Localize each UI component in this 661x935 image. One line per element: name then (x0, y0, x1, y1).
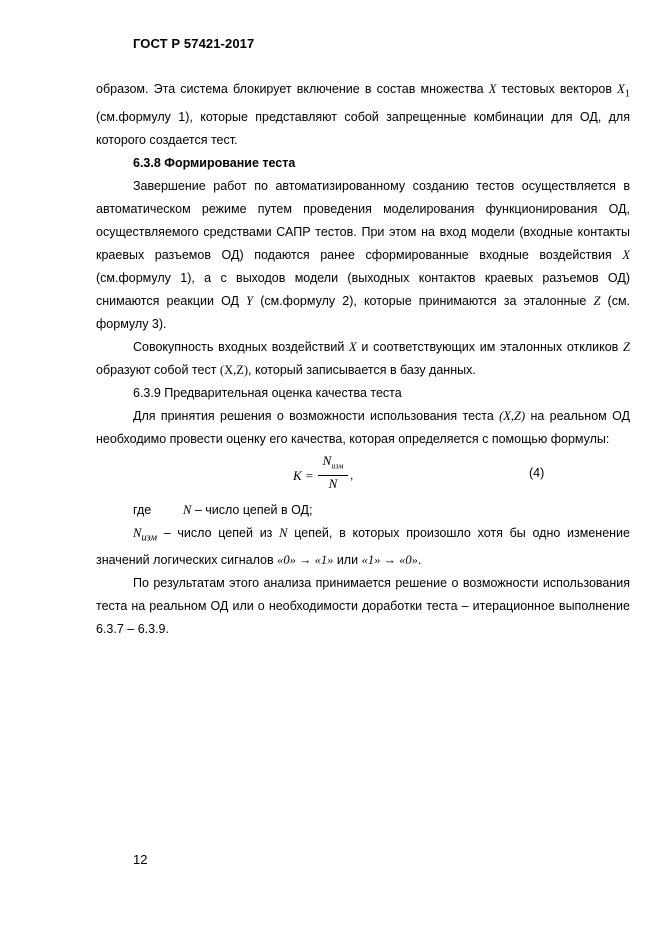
numerator-sub: изм (331, 461, 344, 471)
text: (см.формулу 2), которые принимаются за эталонные (253, 293, 594, 308)
text: Завершение работ по автоматизированному созданию тестов осуществляется в автоматическом режиме путем проведения моделирования функционирования ОД, осуществляемого средствами САПР тестов. При этом на вход модели (входные контакты краевых разъемов ОД) подаются ранее сформированные входные воздействия (96, 178, 630, 262)
var-nizm-sub: изм (141, 532, 157, 543)
text: , который записывается в базу данных. (248, 362, 476, 377)
page-number: 12 (133, 852, 148, 867)
section-heading-6-3-8: 6.3.8 Формирование теста (133, 155, 296, 170)
text: – число цепей в ОД; (191, 502, 313, 517)
var-n: N (183, 502, 192, 517)
var-z: Z (593, 293, 601, 308)
formula-4 (96, 453, 630, 499)
var-z: Z (623, 339, 630, 354)
formula-numerator (318, 453, 348, 477)
text: цепей, в которых произошло хотя бы одно изменение значений логических сигналов (96, 525, 630, 567)
text: и соответствующих им эталонных откликов (356, 339, 624, 354)
text: (см.формулу 1), которые представляют собой запрещенные комбинации для ОД, для которого создается тест. (96, 109, 630, 147)
where-label: где (133, 502, 152, 517)
var-nizm (133, 525, 157, 543)
document-header: ГОСТ Р 57421-2017 (133, 36, 255, 51)
formula-lhs: K = (293, 467, 314, 483)
var-x: X (622, 247, 630, 262)
where-line-nizm (96, 522, 630, 573)
var-nizm-base: N (133, 525, 142, 540)
var-x1-base: X (617, 82, 625, 96)
transition-1-0: «1» → «0» (361, 553, 418, 567)
text: . (417, 553, 422, 567)
formula-number: (4) (529, 465, 545, 480)
var-x1 (617, 82, 630, 100)
formula-comma: , (350, 467, 354, 482)
text: Для принятия решения о возможности использования теста (133, 408, 500, 423)
paragraph-quality-estimate (96, 405, 630, 451)
text: или (333, 553, 362, 567)
where-line-n (96, 499, 630, 522)
numerator-base: N (322, 452, 332, 468)
var-n: N (279, 525, 288, 540)
section-heading-6-3-9: 6.3.9 Предварительная оценка качества теста (133, 385, 402, 400)
text: (см. формулу 3). (96, 293, 631, 331)
test-pair: (X,Z) (219, 362, 249, 377)
formula-denominator: N (328, 476, 338, 492)
formula-fraction (318, 453, 348, 493)
transition-0-1: «0» → «1» (277, 553, 334, 567)
paragraph-test-set (96, 336, 630, 382)
text: образуют собой тест (96, 362, 220, 377)
var-x: X (349, 339, 357, 354)
text: образом. Эта система блокирует включение в состав множества (96, 82, 489, 96)
text: – число цепей из (157, 525, 280, 540)
text: на реальном ОД необходимо провести оценку его качества, которая определяется с помощью формулы: (96, 408, 630, 446)
paragraph-test-generation (96, 175, 630, 336)
test-pair: (X,Z) (499, 408, 526, 423)
page-body (96, 78, 630, 641)
paragraph-continuation (96, 78, 630, 152)
text: Совокупность входных воздействий (133, 339, 350, 354)
var-y: Y (246, 293, 254, 308)
text: тестовых векторов (496, 82, 618, 96)
paragraph-conclusion: По результатам этого анализа принимается решение о возможности использования теста на реальном ОД или о необходимости доработки теста – итерационное выполнение 6.3.7 – 6.3.9. (96, 576, 630, 636)
var-x: X (488, 82, 497, 96)
var-x1-sub: 1 (624, 88, 630, 100)
text: (см.формулу 1), а с выходов модели (выходных контактов краевых разъемов ОД) снимаются реакции ОД (96, 270, 630, 308)
